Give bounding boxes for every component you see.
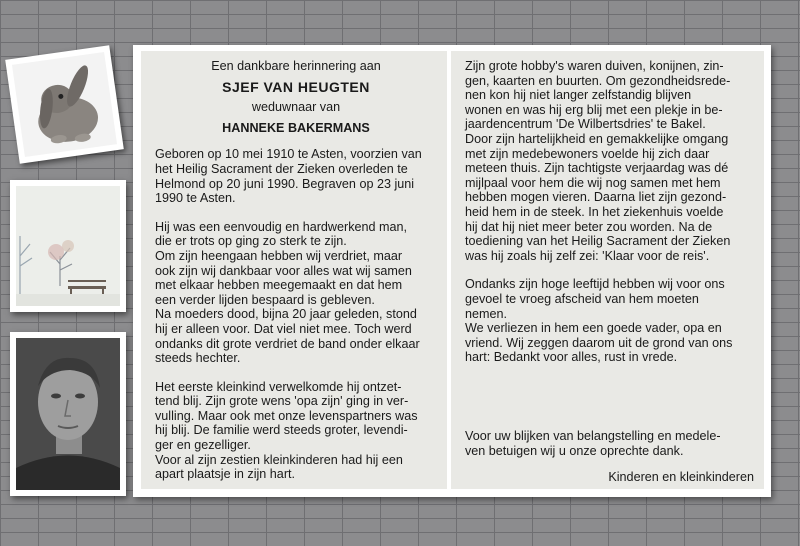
text-line: heid hem in de steek. In het ziekenhuis voelde bbox=[465, 204, 724, 219]
text-line: ven betuigen wij u onze oprechte dank. bbox=[465, 443, 684, 458]
text-line: een verder lijden bespaard is gebleven. bbox=[155, 292, 375, 307]
text-line: Ondanks zijn hoge leeftijd hebben wij voor ons bbox=[465, 277, 725, 292]
text-line: We verliezen in hem een goede vader, opa en bbox=[465, 321, 722, 336]
spouse-name: HANNEKE BAKERMANS bbox=[222, 120, 370, 135]
memorial-card bbox=[133, 45, 771, 497]
text-line: Na moeders dood, bijna 20 jaar geleden, stond bbox=[155, 307, 417, 322]
text-line: toediening van het Heilig Sacrament der Zieken bbox=[465, 234, 731, 249]
text-line: mijlpaal voor hem die wij nog samen met hem bbox=[465, 175, 721, 190]
right-page bbox=[451, 51, 764, 489]
text-line: jaardencentrum 'De Wilbertsdries' te Bakel. bbox=[465, 117, 706, 132]
intro-text: Een dankbare herinnering aan bbox=[211, 59, 381, 73]
grandchildren-paragraph bbox=[155, 380, 437, 482]
text-line: Voor al zijn zestien kleinkinderen had hij een bbox=[155, 452, 403, 467]
text-line: die er trots op ging zo sterk te zijn. bbox=[155, 234, 347, 249]
text-line: met elkaar hebben meegemaakt en dat hem bbox=[155, 278, 403, 293]
text-line: Hij was een eenvoudig en hardwerkend man, bbox=[155, 219, 408, 234]
text-line: nemen. bbox=[465, 306, 508, 321]
birth-death-paragraph bbox=[155, 147, 437, 205]
deceased-name: SJEF VAN HEUGTEN bbox=[222, 78, 370, 95]
farewell-paragraph bbox=[465, 277, 754, 365]
text-line: met zijn medebewoners voelde hij zich daar bbox=[465, 146, 710, 161]
text-line: hij blij. De familie werd steeds groter, levendi- bbox=[155, 423, 408, 438]
text-line: vulling. Maar ook met onze levenspartners was bbox=[155, 408, 418, 423]
text-line: wonen en was hij erg blij met een plekje in be- bbox=[465, 102, 723, 117]
text-line: hebben mogen vieren. Daarna liet zijn gezond- bbox=[465, 190, 727, 205]
hobbies-paragraph bbox=[465, 59, 754, 263]
relation-text: weduwnaar van bbox=[251, 100, 341, 115]
text-line: ger en gezelliger. bbox=[155, 438, 251, 453]
text-line: tend blij. Zijn grote wens 'opa zijn' ging in ver- bbox=[155, 394, 409, 409]
signature: Kinderen en kleinkinderen bbox=[608, 470, 754, 485]
thanks-block bbox=[465, 429, 754, 485]
bench-tree-painting bbox=[10, 180, 126, 312]
text-line: hart: Bedankt voor alles, rust in vrede. bbox=[465, 350, 678, 365]
text-line: Door zijn hartelijkheid en gemakkelijke omgang bbox=[465, 131, 729, 146]
left-page bbox=[141, 51, 447, 489]
text-line: vriend. Wij zeggen daarom uit de grond van ons bbox=[465, 335, 733, 350]
text-line: Geboren op 10 mei 1910 te Asten, voorzien van bbox=[155, 147, 422, 162]
text-line: apart plaatsje in zijn hart. bbox=[155, 467, 296, 482]
text-line: meteen thuis. Zijn tachtigste verjaardag was dé bbox=[465, 161, 729, 176]
text-line: hij er alleen voor. Dat viel niet mee. Toch werd bbox=[155, 321, 412, 336]
text-line: Zijn grote hobby's waren duiven, konijnen, zin- bbox=[465, 59, 724, 73]
text-line: Voor uw blijken van belangstelling en medele- bbox=[465, 429, 721, 443]
text-line: het Heilig Sacrament der Zieken overleden te bbox=[155, 161, 408, 176]
text-line: ondanks dit grote verdriet de band onder elkaar bbox=[155, 336, 420, 351]
character-paragraph bbox=[155, 220, 437, 366]
text-line: Het eerste kleinkind verwelkomde hij ontzet- bbox=[155, 379, 402, 394]
text-line: Helmond op 20 juni 1990. Begraven op 23 juni bbox=[155, 176, 415, 191]
rabbit-photo bbox=[5, 45, 124, 164]
text-line: 1990 te Asten. bbox=[155, 191, 236, 206]
text-line: was hij zoals hij zelf zei: 'Klaar voor de reis'. bbox=[465, 248, 710, 263]
text-line: ook zijn wij dankbaar voor alles wat wij samen bbox=[155, 263, 412, 278]
text-line: Om zijn heengaan hebben wij verdriet, maar bbox=[155, 248, 403, 263]
text-line: gevoel te vroeg afscheid van hem moeten bbox=[465, 291, 699, 306]
text-line: steeds hechter. bbox=[155, 351, 241, 366]
text-line: gen, kaarten en buurten. Om gezondheidsrede- bbox=[465, 73, 731, 88]
text-line: nen kon hij niet langer zelfstandig blijven bbox=[465, 88, 692, 103]
text-line: hij dat hij niet meer beter zou worden. Na de bbox=[465, 219, 713, 234]
portrait-photo bbox=[10, 332, 126, 496]
